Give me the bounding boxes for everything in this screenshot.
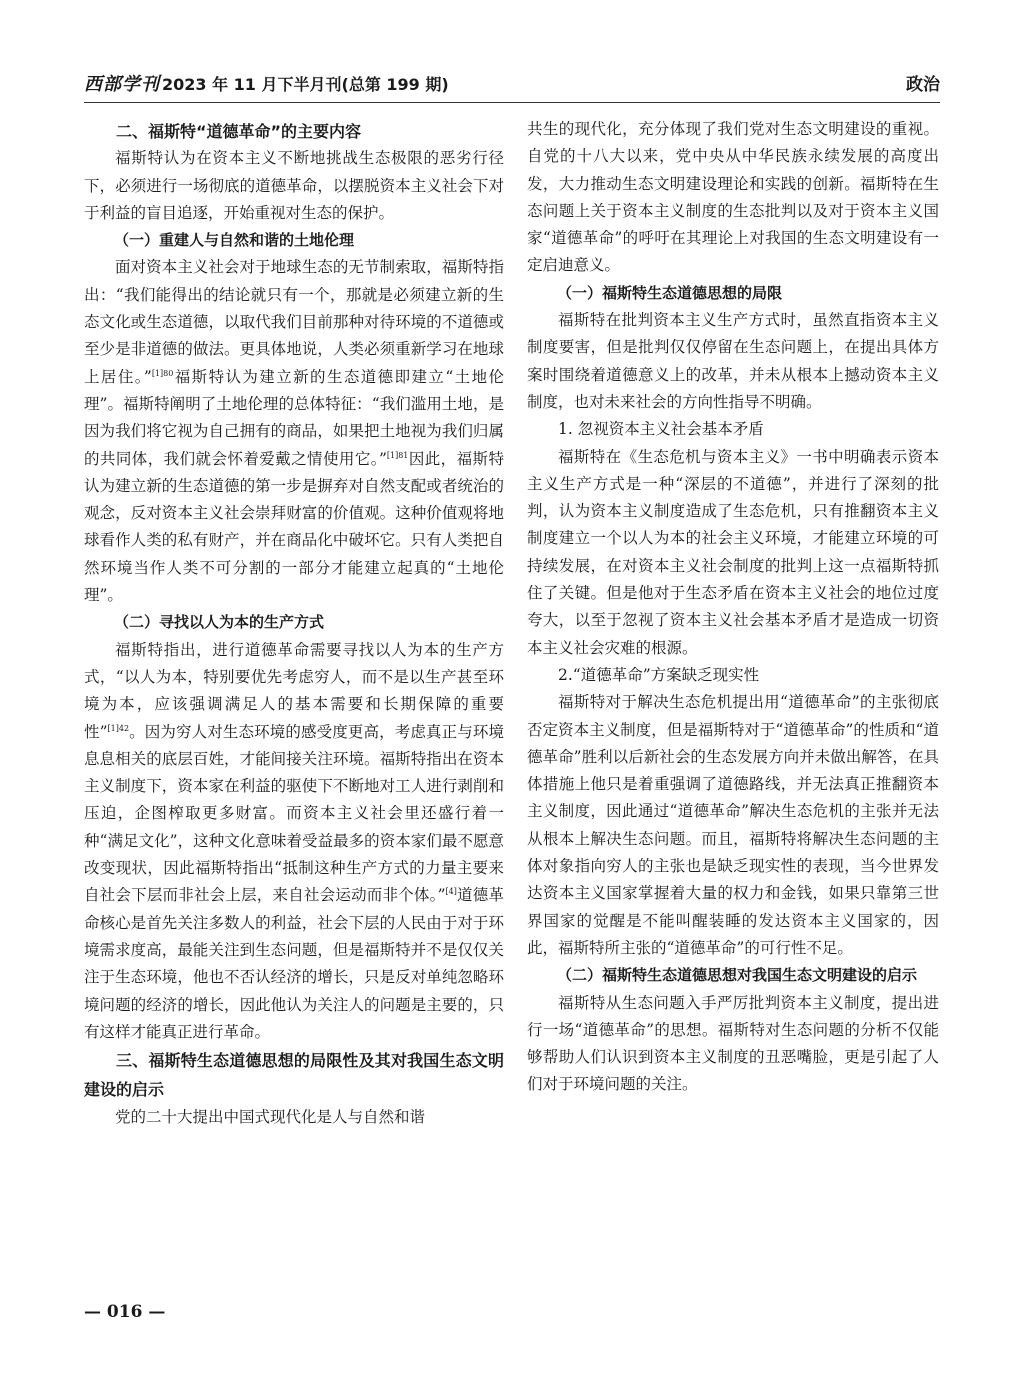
sub-subsection-heading: 2.“道德革命”方案缺乏现实性 (558, 665, 760, 684)
left-column (84, 118, 504, 1131)
citation: [1]80 (151, 368, 174, 378)
subsection-heading: （一）重建人与自然和谐的土地伦理 (114, 231, 355, 250)
issue-info: 2023 年 11 月下半月刊(总第 199 期) (162, 75, 449, 94)
journal-logo: 西部学刊 (84, 74, 160, 95)
page-header (84, 66, 940, 103)
paragraph-text: 面对资本主义社会对于地球生态的无节制索取，福斯特指出：“我们能得出的结论就只有一个，那就是必须建立新的生态文化或生态道德，以取代我们目前那种对待环境的不道德或至少是非道德的做法。更具体地说，人类必须重新学习在地球上居住。” (84, 258, 504, 386)
paragraph (84, 254, 504, 609)
paragraph-text: 道德革命核心是首先关注多数人的利益，社会下层的人民由于对于环境需求度高，最能关注到生态问题，但是福斯特并不是仅仅关注于生态环境，他也不否认经济的增长，只是反对单纯忽略环境问题的经济的增长，因此他认为关注人的问题是主要的，只有这样才能真正进行革命。 (84, 886, 504, 1041)
paragraph-text: 福斯特指出，进行道德革命需要寻找以人为本的生产方式，“以人为本，特别要优先考虑穷人，而不是以生产甚至环境为本，应该强调满足人的基本需要和长期保障的重要性” (84, 640, 504, 741)
sub-subsection-heading: 1. 忽视资本主义社会基本矛盾 (558, 420, 764, 439)
section-heading-3: 三、福斯特生态道德思想的局限性及其对我国生态文明建设的启示 (84, 1051, 504, 1100)
paragraph: 福斯特在《生态危机与资本主义》一书中明确表示资本主义生产方式是一种“深层的不道德”，并进行了深刻的批判，认为资本主义制度造成了生态危机，只有推翻资本主义制度建立一个以人为本的社会主义环境，才能建立环境的可持续发展，在对资本主义社会制度的批判上这一点福斯特抓住了关键。但是他对于生态矛盾在资本主义社会的地位过度夸大，以至于忽视了资本主义社会基本矛盾才是造成一切资本主义社会灾难的根源。 (527, 447, 939, 657)
paragraph-text: 。因为穷人对生态环境的感受度更高，考虑真正与环境息息相关的底层百姓，才能间接关注环境。福斯特指出在资本主义制度下，资本家在利益的驱使下不断地对工人进行剥削和压迫，企图榨取更多财富。而资本主义社会里还盛行着一种“满足文化”，这种文化意味着受益最多的资本家们最不愿意改变现状，因此福斯特指出“抵制这种生产方式的力量主要来自社会下层而非社会上层，来自社会运动而非个体。” (84, 722, 504, 905)
citation: [1]81 (386, 450, 409, 460)
subsection-heading: （二）寻找以人为本的生产方式 (114, 613, 325, 632)
subsection-heading: （二）福斯特生态道德思想对我国生态文明建设的启示 (557, 966, 918, 985)
citation: [1]42 (107, 723, 130, 733)
paragraph (84, 637, 504, 1046)
subsection-heading: （一）福斯特生态道德思想的局限 (557, 283, 783, 302)
paragraph-text: 福斯特认为建立新的生态道德即建立“土地伦理”。福斯特阐明了土地伦理的总体特征：“我们滥用土地，是因为我们将它视为自己拥有的商品，如果把土地视为我们归属的共同体，我们就会怀着爱戴之情使用它。” (84, 367, 504, 468)
paragraph: 福斯特认为在资本主义不断地挑战生态极限的恶劣行径下，必须进行一场彻底的道德革命，以摆脱资本主义社会下对于利益的盲目追逐，开始重视对生态的保护。 (84, 149, 504, 222)
section-label: 政治 (906, 75, 940, 95)
paragraph: 福斯特在批判资本主义生产方式时，虽然直指资本主义制度要害，但是批判仅仅停留在生态问题上，在提出具体方案时围绕着道德意义上的改革，并未从根本上撼动资本主义制度，也对未来社会的方向性指导不明确。 (527, 311, 939, 411)
page-number: — 016 — (84, 1302, 166, 1322)
paragraph: 福斯特对于解决生态危机提出用“道德革命”的主张彻底否定资本主义制度，但是福斯特对于“道德革命”的性质和“道德革命”胜利以后新社会的生态发展方向并未做出解答，在具体措施上他只是着重强调了道德路线，并无法真正推翻资本主义制度，因此通过“道德革命”解决生态危机的主张并无法从根本上解决生态问题。而且，福斯特将解决生态问题的主体对象指向穷人的主张也是缺乏现实性的表现，当今世界发达资本主义国家掌握着大量的权力和金钱，如果只靠第三世界国家的觉醒是不能叫醒装睡的发达资本主义国家的，因此，福斯特所主张的“道德革命”的可行性不足。 (527, 693, 939, 957)
header-left (84, 70, 449, 96)
paragraph-text: 因此，福斯特认为建立新的生态道德的第一步是摒弃对自然支配或者统治的观念，反对资本主义社会崇拜财富的价值观。这种价值观将地球看作人类的私有财产，并在商品化中破坏它。只有人类把自然环境当作人类不可分割的一部分才能建立起真的“土地伦理”。 (84, 449, 504, 605)
paragraph: 福斯特从生态问题入手严厉批判资本主义制度，提出进行一场“道德革命”的思想。福斯特对生态问题的分析不仅能够帮助人们认识到资本主义制度的丑恶嘴脸，更是引起了人们对于环境问题的关注。 (527, 993, 939, 1094)
paragraph: 共生的现代化，充分体现了我们党对生态文明建设的重视。自党的十八大以来，党中央从中华民族永续发展的高度出发，大力推动生态文明建设理论和实践的创新。福斯特在生态问题上关于资本主义制度的生态批判以及对于资本主义国家“道德革命”的呼吁在其理论上对我国的生态文明建设有一定启迪意义。 (527, 120, 939, 275)
right-column (527, 116, 939, 1099)
citation: [4] (445, 887, 457, 897)
section-heading-2: 二、福斯特“道德革命”的主要内容 (116, 122, 362, 141)
paragraph: 党的二十大提出中国式现代化是人与自然和谐 (115, 1108, 426, 1127)
